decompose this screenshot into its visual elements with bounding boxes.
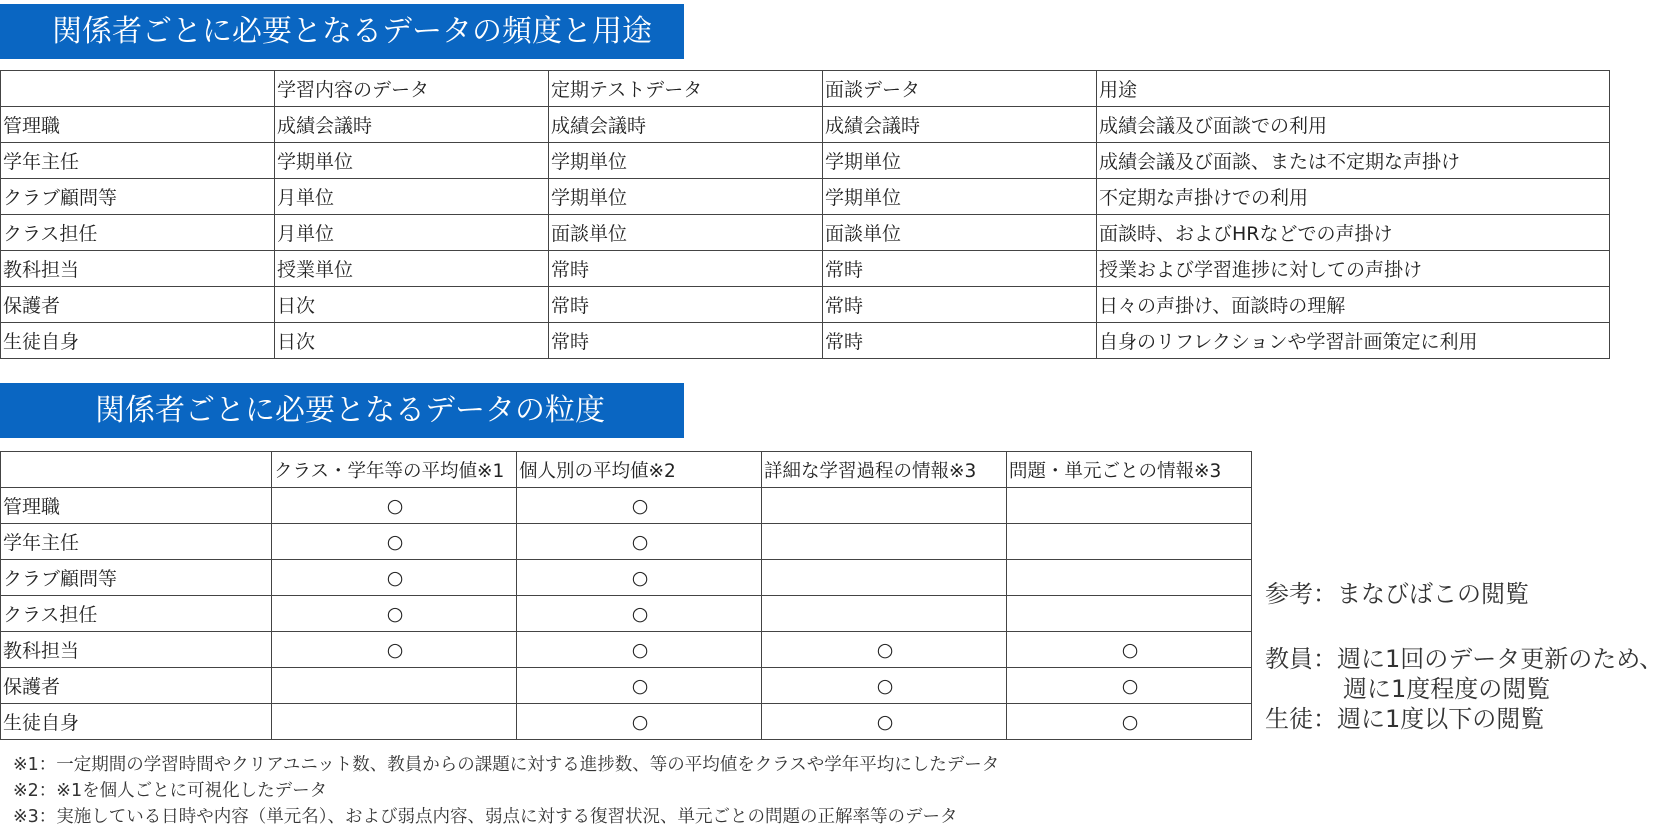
table-row — [1, 323, 1610, 359]
table-cell: 月単位 — [275, 179, 549, 215]
table-cell: 学年主任 — [1, 524, 272, 560]
table-cell: 授業単位 — [275, 251, 549, 287]
table-header-row — [1, 71, 1610, 107]
table-header-cell: 用途 — [1097, 71, 1610, 107]
circle-mark-cell — [762, 596, 1007, 632]
table-cell: クラブ顧問等 — [1, 179, 275, 215]
table-cell: クラス担任 — [1, 596, 272, 632]
circle-mark-cell — [762, 488, 1007, 524]
table-cell: 成績会議時 — [549, 107, 823, 143]
table-header-cell — [1, 452, 272, 488]
circle-mark-cell: ○ — [762, 704, 1007, 740]
table-cell: 面談単位 — [823, 215, 1097, 251]
table-cell: 生徒自身 — [1, 323, 275, 359]
table-cell: クラブ顧問等 — [1, 560, 272, 596]
circle-mark-cell — [762, 560, 1007, 596]
table-header-cell: 個人別の平均値※2 — [517, 452, 762, 488]
circle-mark-cell: ○ — [517, 524, 762, 560]
circle-mark-cell: ○ — [272, 488, 517, 524]
table-cell: 常時 — [823, 287, 1097, 323]
table-row — [1, 524, 1252, 560]
frequency-table — [0, 70, 1610, 359]
circle-mark-cell: ○ — [517, 596, 762, 632]
table-cell: 授業および学習進捗に対しての声掛け — [1097, 251, 1610, 287]
section1-title: 関係者ごとに必要となるデータの頻度と用途 — [52, 14, 652, 49]
table-cell: 常時 — [823, 251, 1097, 287]
table-row — [1, 596, 1252, 632]
circle-mark-cell — [1007, 596, 1252, 632]
teacher-note-line2: 週に1度程度の閲覧 — [1343, 675, 1551, 703]
granularity-table — [0, 451, 1252, 740]
table-cell: 日次 — [275, 323, 549, 359]
table-cell: 学期単位 — [275, 143, 549, 179]
table-cell: 学期単位 — [549, 179, 823, 215]
table-cell: クラス担任 — [1, 215, 275, 251]
section2-title-banner — [0, 383, 684, 438]
table-cell: 学期単位 — [823, 179, 1097, 215]
table-header-cell: 詳細な学習過程の情報※3 — [762, 452, 1007, 488]
table-header-cell: 問題・単元ごとの情報※3 — [1007, 452, 1252, 488]
footnote-1: ※1：一定期間の学習時間やクリアユニット数、教員からの課題に対する進捗数、等の平均値をクラスや学年平均にしたデータ — [13, 755, 1000, 775]
table-cell: 生徒自身 — [1, 704, 272, 740]
table-cell: 教科担当 — [1, 632, 272, 668]
table-header-cell — [1, 71, 275, 107]
table-row — [1, 179, 1610, 215]
table-cell: 成績会議及び面談、または不定期な声掛け — [1097, 143, 1610, 179]
footnote-2: ※2：※1を個人ごとに可視化したデータ — [13, 781, 328, 801]
circle-mark-cell: ○ — [1007, 704, 1252, 740]
table-row — [1, 143, 1610, 179]
circle-mark-cell: ○ — [762, 668, 1007, 704]
table-cell: 学年主任 — [1, 143, 275, 179]
circle-mark-cell: ○ — [762, 632, 1007, 668]
table-cell: 保護者 — [1, 287, 275, 323]
table-cell: 自身のリフレクションや学習計画策定に利用 — [1097, 323, 1610, 359]
circle-mark-cell: ○ — [517, 560, 762, 596]
teacher-note-line1: 教員：週に1回のデータ更新のため、 — [1265, 645, 1664, 673]
table-cell: 面談単位 — [549, 215, 823, 251]
section2-title: 関係者ごとに必要となるデータの粒度 — [95, 393, 605, 428]
circle-mark-cell — [1007, 488, 1252, 524]
circle-mark-cell: ○ — [272, 632, 517, 668]
student-note: 生徒：週に1度以下の閲覧 — [1265, 705, 1545, 733]
table-header-cell: 学習内容のデータ — [275, 71, 549, 107]
table-row — [1, 632, 1252, 668]
table-cell: 面談時、およびHRなどでの声掛け — [1097, 215, 1610, 251]
section1-title-banner — [0, 4, 684, 59]
circle-mark-cell — [1007, 560, 1252, 596]
circle-mark-cell: ○ — [517, 632, 762, 668]
table-cell: 成績会議及び面談での利用 — [1097, 107, 1610, 143]
circle-mark-cell — [272, 704, 517, 740]
table-cell: 管理職 — [1, 488, 272, 524]
table-cell: 教科担当 — [1, 251, 275, 287]
reference-note: 参考：まなびばこの閲覧 — [1265, 580, 1529, 608]
table-header-row — [1, 452, 1252, 488]
table-cell: 不定期な声掛けでの利用 — [1097, 179, 1610, 215]
table-cell: 常時 — [823, 323, 1097, 359]
circle-mark-cell: ○ — [517, 668, 762, 704]
table-row — [1, 287, 1610, 323]
circle-mark-cell: ○ — [517, 704, 762, 740]
table-header-cell: クラス・学年等の平均値※1 — [272, 452, 517, 488]
table-row — [1, 251, 1610, 287]
table-row — [1, 560, 1252, 596]
table-cell: 日次 — [275, 287, 549, 323]
circle-mark-cell — [762, 524, 1007, 560]
table-cell: 常時 — [549, 251, 823, 287]
table-cell: 学期単位 — [823, 143, 1097, 179]
table-cell: 月単位 — [275, 215, 549, 251]
table-cell: 学期単位 — [549, 143, 823, 179]
circle-mark-cell: ○ — [1007, 632, 1252, 668]
circle-mark-cell: ○ — [272, 524, 517, 560]
circle-mark-cell: ○ — [1007, 668, 1252, 704]
table-cell: 日々の声掛け、面談時の理解 — [1097, 287, 1610, 323]
table-row — [1, 215, 1610, 251]
circle-mark-cell — [1007, 524, 1252, 560]
table-cell: 管理職 — [1, 107, 275, 143]
table-row — [1, 668, 1252, 704]
table-cell: 常時 — [549, 287, 823, 323]
table-row — [1, 704, 1252, 740]
footnote-3: ※3：実施している日時や内容（単元名）、および弱点内容、弱点に対する復習状況、単元ごとの問題の正解率等のデータ — [13, 807, 958, 827]
table-header-cell: 定期テストデータ — [549, 71, 823, 107]
table-cell: 成績会議時 — [275, 107, 549, 143]
circle-mark-cell: ○ — [272, 560, 517, 596]
table-header-cell: 面談データ — [823, 71, 1097, 107]
table-row — [1, 488, 1252, 524]
table-cell: 保護者 — [1, 668, 272, 704]
circle-mark-cell — [272, 668, 517, 704]
table-row — [1, 107, 1610, 143]
table-cell: 常時 — [549, 323, 823, 359]
table-cell: 成績会議時 — [823, 107, 1097, 143]
circle-mark-cell: ○ — [517, 488, 762, 524]
circle-mark-cell: ○ — [272, 596, 517, 632]
